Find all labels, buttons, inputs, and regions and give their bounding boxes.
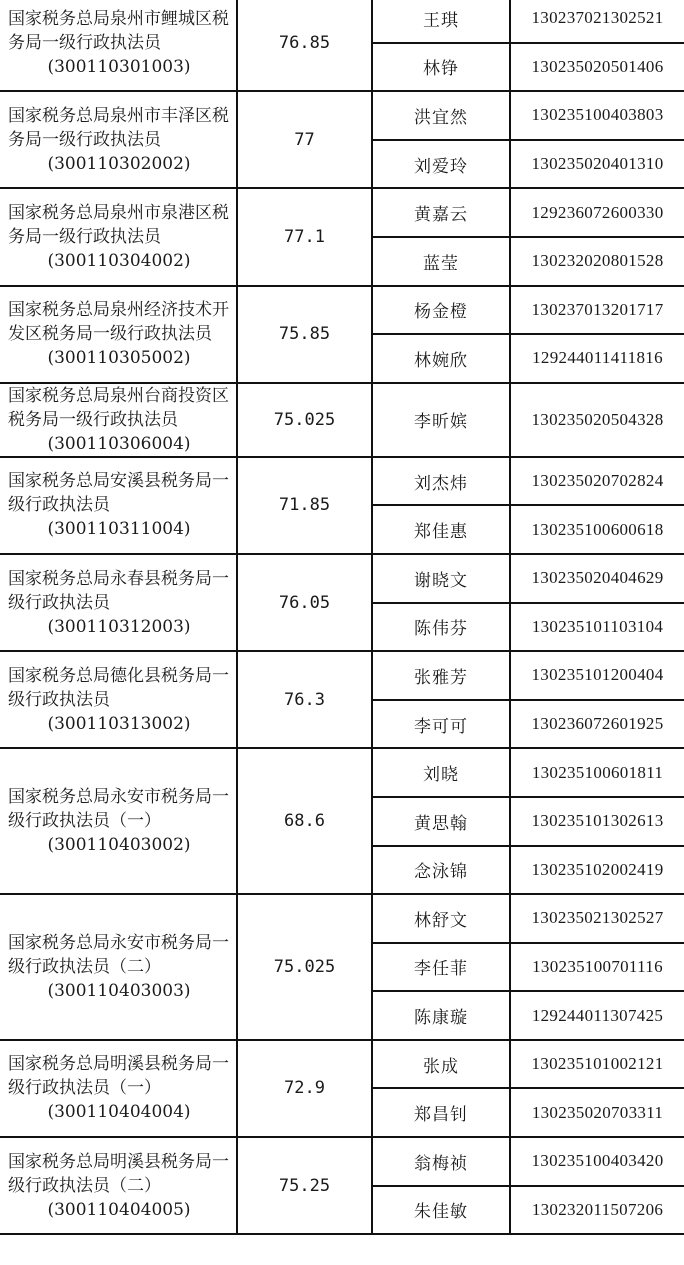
position-code: (300110403003) xyxy=(47,980,191,1001)
candidate-name: 李可可 xyxy=(372,700,510,749)
position-title: 国家税务总局明溪县税务局一级行政执法员（一） xyxy=(8,1054,229,1099)
candidate-name: 黄思翰 xyxy=(372,797,510,846)
candidate-ticket-number: 130232020801528 xyxy=(510,237,684,286)
position-code: (300110302002) xyxy=(47,153,191,174)
table-row xyxy=(0,286,684,335)
candidate-ticket-number: 130235100601811 xyxy=(510,748,684,797)
score-cell: 76.85 xyxy=(237,0,372,91)
position-title: 国家税务总局泉州市鲤城区税务局一级行政执法员 xyxy=(8,8,229,53)
candidate-name: 林铮 xyxy=(372,43,510,92)
score-cell: 68.6 xyxy=(237,748,372,894)
position-cell xyxy=(0,1040,237,1137)
score-cell: 75.25 xyxy=(237,1137,372,1234)
position-code: (300110404005) xyxy=(47,1199,191,1220)
candidate-name: 张雅芳 xyxy=(372,651,510,700)
candidate-ticket-number: 129244011307425 xyxy=(510,991,684,1040)
candidate-name: 杨金橙 xyxy=(372,286,510,335)
position-code: (300110306004) xyxy=(47,433,191,454)
candidate-ticket-number: 130235020702824 xyxy=(510,457,684,506)
position-code: (300110312003) xyxy=(47,616,191,637)
candidate-ticket-number: 130235102002419 xyxy=(510,846,684,895)
candidate-name: 蓝莹 xyxy=(372,237,510,286)
candidate-ticket-number: 130232011507206 xyxy=(510,1186,684,1235)
position-cell xyxy=(0,188,237,285)
position-title: 国家税务总局明溪县税务局一级行政执法员（二） xyxy=(8,1151,229,1196)
position-code: (300110313002) xyxy=(47,713,191,734)
position-code: (300110301003) xyxy=(47,56,191,77)
candidate-ticket-number: 129244011411816 xyxy=(510,334,684,383)
position-title: 国家税务总局泉州市泉港区税务局一级行政执法员 xyxy=(8,202,229,247)
candidate-ticket-number: 130235100403420 xyxy=(510,1137,684,1186)
candidate-name: 王琪 xyxy=(372,0,510,43)
position-title: 国家税务总局永春县税务局一级行政执法员 xyxy=(8,568,229,613)
candidate-ticket-number: 130235101302613 xyxy=(510,797,684,846)
position-cell xyxy=(0,1137,237,1234)
candidate-ticket-number: 130237021302521 xyxy=(510,0,684,43)
position-title: 国家税务总局泉州经济技术开发区税务局一级行政执法员 xyxy=(8,300,229,345)
candidate-name: 谢晓文 xyxy=(372,554,510,603)
table-row xyxy=(0,894,684,943)
score-cell: 71.85 xyxy=(237,457,372,554)
table-row xyxy=(0,91,684,140)
candidate-ticket-number: 129236072600330 xyxy=(510,188,684,237)
position-code: (300110311004) xyxy=(47,519,191,540)
candidate-name: 李昕嫔 xyxy=(372,383,510,457)
table-row xyxy=(0,0,684,43)
candidate-name: 李任菲 xyxy=(372,943,510,992)
candidate-ticket-number: 130235020401310 xyxy=(510,140,684,189)
candidate-ticket-number: 130236072601925 xyxy=(510,700,684,749)
candidate-name: 林婉欣 xyxy=(372,334,510,383)
position-title: 国家税务总局安溪县税务局一级行政执法员 xyxy=(8,471,229,516)
position-cell xyxy=(0,383,237,457)
candidate-name: 刘杰炜 xyxy=(372,457,510,506)
score-cell: 76.05 xyxy=(237,554,372,651)
candidate-name: 张成 xyxy=(372,1040,510,1089)
table-row xyxy=(0,383,684,457)
position-cell xyxy=(0,651,237,748)
table-row xyxy=(0,1137,684,1186)
position-code: (300110403002) xyxy=(47,835,191,856)
candidate-name: 郑昌钊 xyxy=(372,1088,510,1137)
candidate-ticket-number: 130235101200404 xyxy=(510,651,684,700)
table-row xyxy=(0,748,684,797)
position-title: 国家税务总局泉州台商投资区税务局一级行政执法员 xyxy=(8,385,229,430)
candidate-name: 朱佳敏 xyxy=(372,1186,510,1235)
candidate-ticket-number: 130235100600618 xyxy=(510,505,684,554)
score-cell: 72.9 xyxy=(237,1040,372,1137)
position-title: 国家税务总局永安市税务局一级行政执法员（二） xyxy=(8,932,229,977)
position-cell xyxy=(0,286,237,383)
candidate-name: 洪宜然 xyxy=(372,91,510,140)
score-cell: 75.025 xyxy=(237,383,372,457)
score-cell: 76.3 xyxy=(237,651,372,748)
position-code: (300110305002) xyxy=(47,348,191,369)
candidate-ticket-number: 130235101002121 xyxy=(510,1040,684,1089)
candidate-ticket-number: 130235020504328 xyxy=(510,383,684,457)
position-title: 国家税务总局永安市税务局一级行政执法员（一） xyxy=(8,787,229,832)
score-cell: 75.85 xyxy=(237,286,372,383)
candidate-ticket-number: 130237013201717 xyxy=(510,286,684,335)
position-title: 国家税务总局泉州市丰泽区税务局一级行政执法员 xyxy=(8,105,229,150)
score-cell: 77.1 xyxy=(237,188,372,285)
score-cell: 75.025 xyxy=(237,894,372,1040)
position-code: (300110304002) xyxy=(47,250,191,271)
score-cell: 77 xyxy=(237,91,372,188)
candidate-ticket-number: 130235100701116 xyxy=(510,943,684,992)
position-cell xyxy=(0,0,237,91)
candidate-name: 陈康璇 xyxy=(372,991,510,1040)
candidate-name: 翁梅祯 xyxy=(372,1137,510,1186)
candidate-name: 林舒文 xyxy=(372,894,510,943)
candidate-ticket-number: 130235020703311 xyxy=(510,1088,684,1137)
candidate-ticket-number: 130235100403803 xyxy=(510,91,684,140)
position-code: (300110404004) xyxy=(47,1102,191,1123)
candidate-name: 刘爱玲 xyxy=(372,140,510,189)
table-row xyxy=(0,188,684,237)
candidate-ticket-number: 130235101103104 xyxy=(510,603,684,652)
candidate-name: 陈伟芬 xyxy=(372,603,510,652)
position-cell xyxy=(0,91,237,188)
position-cell xyxy=(0,457,237,554)
candidate-ticket-number: 130235020404629 xyxy=(510,554,684,603)
candidate-name: 郑佳惠 xyxy=(372,505,510,554)
candidate-ticket-number: 130235021302527 xyxy=(510,894,684,943)
position-title: 国家税务总局德化县税务局一级行政执法员 xyxy=(8,665,229,710)
position-cell xyxy=(0,894,237,1040)
table-row xyxy=(0,554,684,603)
candidate-ticket-number: 130235020501406 xyxy=(510,43,684,92)
position-cell xyxy=(0,554,237,651)
position-cell xyxy=(0,748,237,894)
candidate-name: 黄嘉云 xyxy=(372,188,510,237)
candidate-name: 念泳锦 xyxy=(372,846,510,895)
table-row xyxy=(0,651,684,700)
table-row xyxy=(0,457,684,506)
table-row xyxy=(0,1040,684,1089)
candidate-name: 刘晓 xyxy=(372,748,510,797)
